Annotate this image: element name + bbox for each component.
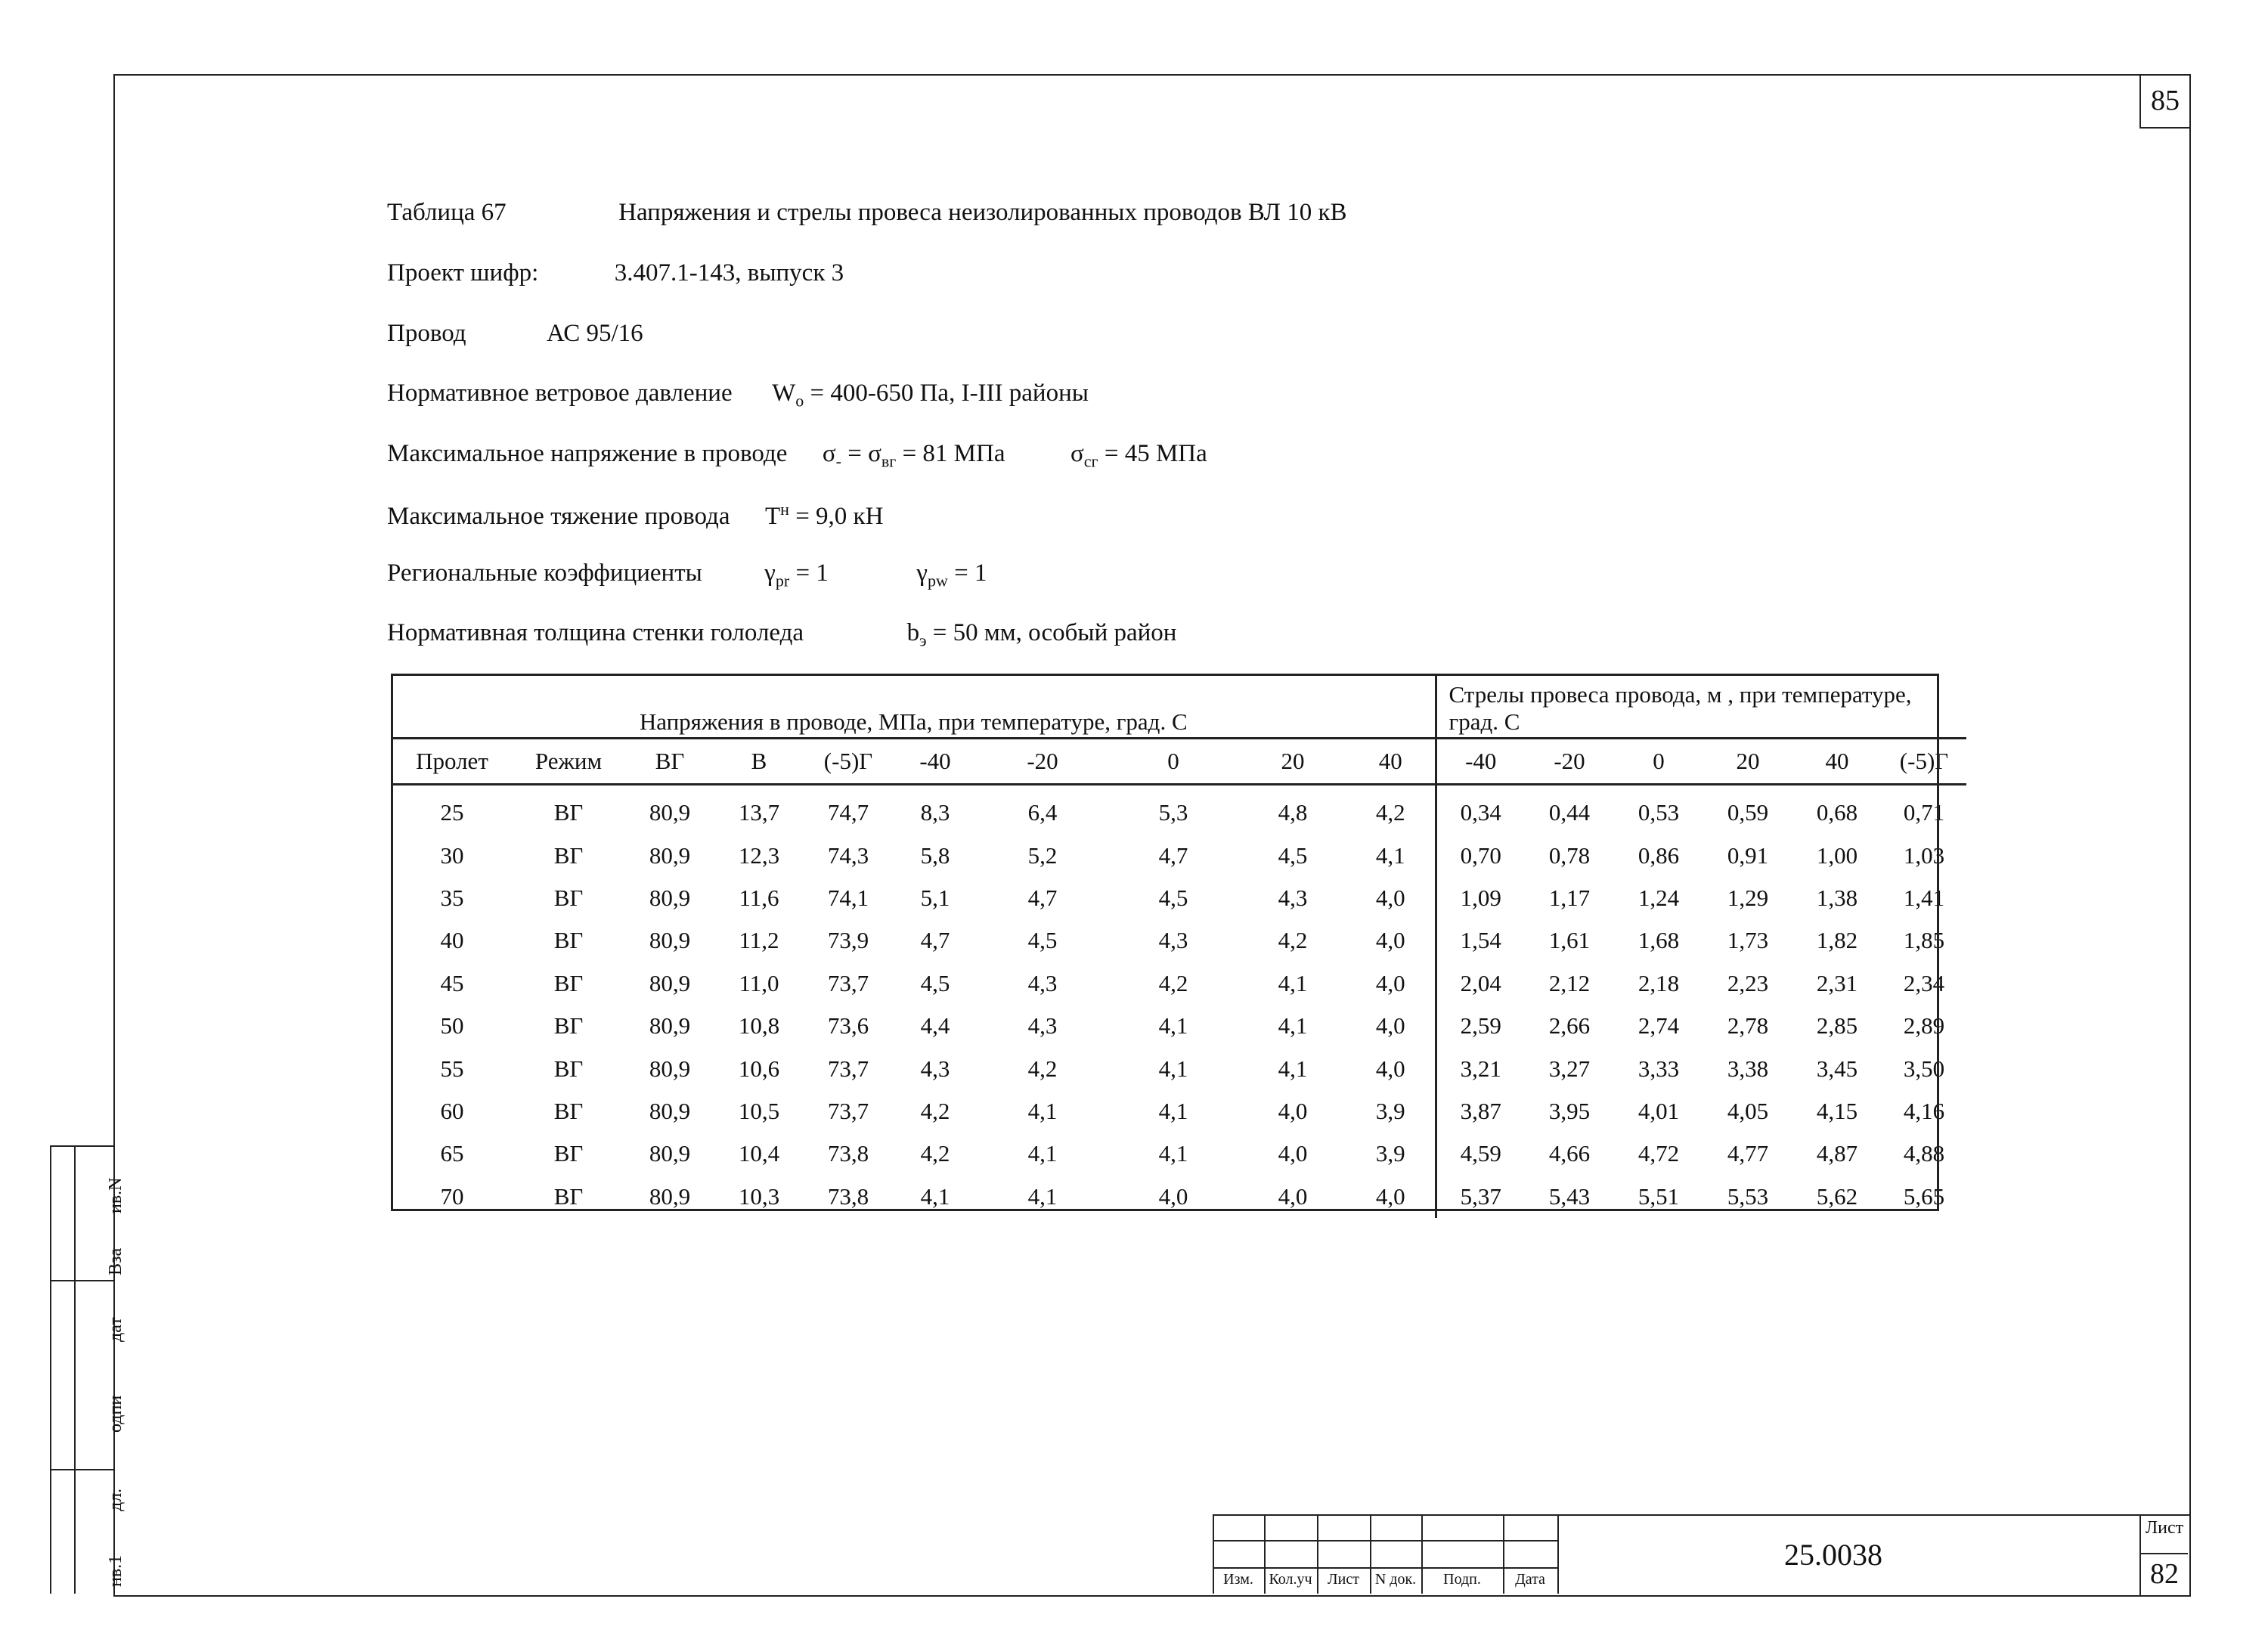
coef1-sub: pr [775,571,790,590]
table-cell: 80,9 [649,927,691,954]
table-cell: 4,4 [920,1012,950,1040]
table-cell: 0,78 [1548,841,1591,869]
wire-value: АС 95/16 [547,320,643,347]
table-cell: 5,1 [920,884,950,911]
table-cell: 5,51 [1637,1182,1680,1210]
table-row [392,1005,1966,1047]
table-row [392,1047,1966,1089]
table-cell: 80,9 [649,1012,691,1040]
table-cell: 1,61 [1548,927,1591,954]
table-cell: 11,2 [739,927,779,954]
table-cell: 4,05 [1727,1097,1769,1124]
table-cell: 4,2 [920,1097,950,1124]
table-cell: 3,87 [1436,1090,1525,1132]
table-cell: 5,53 [1727,1182,1769,1210]
project-value: 3.407.1-143, выпуск 3 [614,259,844,287]
table-cell: 1,17 [1548,884,1591,911]
binding-label: дл. [106,1488,125,1511]
ice-sub: э [919,631,927,650]
table-cell: 45 [440,969,464,996]
table-cell: 2,78 [1727,1012,1769,1040]
table-cell: 3,9 [1375,1140,1405,1167]
table-cell: 1,38 [1816,884,1858,911]
table-cell: 5,62 [1816,1182,1858,1210]
wind-value: = 400-650 Па, I-III районы [804,380,1089,407]
table-cell: 4,1 [1027,1097,1058,1124]
table-cell: 1,73 [1727,927,1769,954]
coef-line [387,559,987,591]
table-cell: 25 [440,799,464,826]
table-cell: 4,1 [1158,1055,1188,1082]
table-cell: 5,8 [920,841,950,869]
ice-value: = 50 мм, особый район [926,619,1177,646]
column-header: 0 [1614,739,1703,785]
wind-subscript: o [795,391,804,411]
table-cell: 4,1 [920,1182,950,1210]
table-cell: 5,43 [1548,1182,1591,1210]
table-cell: 10,6 [738,1055,780,1082]
table-cell: 80,9 [649,841,691,869]
stress-symbol: σ [822,440,836,467]
table-cell: 0,70 [1436,834,1525,876]
table-cell: 73,7 [827,1097,869,1124]
data-table [392,675,1966,1218]
table-cell: 4,0 [1375,1055,1405,1082]
sheet-label: Лист [2145,1518,2184,1538]
table-cell: 1,54 [1436,919,1525,962]
table-cell: 10,8 [738,1012,780,1040]
table-cell: 4,2 [1027,1055,1058,1082]
table-cell: 4,1 [1027,1182,1058,1210]
table-cell: 80,9 [649,1097,691,1124]
table-cell: 2,23 [1727,969,1769,996]
stress-sub2: вг [881,451,897,471]
table-cell: ВГ [553,1140,584,1167]
table-cell: 2,18 [1637,969,1680,996]
table-cell: 1,29 [1727,884,1769,911]
table-label: Таблица 67 [387,199,507,226]
table-cell: 4,2 [1158,969,1188,996]
table-cell: 5,37 [1436,1176,1525,1218]
table-cell: 4,3 [1278,884,1308,911]
column-header: Пролет [392,739,512,785]
table-cell: 4,2 [920,1140,950,1167]
table-heading [387,199,1347,227]
coef2-sub: pw [927,571,948,590]
table-cell: 4,59 [1436,1132,1525,1175]
coef1-symbol: γ [764,559,776,587]
binding-label: дат [106,1317,125,1342]
column-header: -40 [893,739,978,785]
table-row [392,1176,1966,1218]
tb-label-podp: Подп. [1443,1571,1481,1588]
table-cell: ВГ [553,841,584,869]
column-header: ВГ [625,739,714,785]
table-cell: 5,65 [1903,1182,1945,1210]
stress-line [387,440,1207,472]
table-cell: 2,31 [1816,969,1858,996]
table-cell: 4,0 [1278,1140,1308,1167]
binding-line [74,1145,76,1594]
table-cell: 0,44 [1548,799,1591,826]
table-title: Напряжения и стрелы провеса неизолированных проводов ВЛ 10 кВ [618,199,1347,226]
stress-label: Максимальное напряжение в проводе [387,440,788,467]
tb-label-data: Дата [1515,1571,1545,1588]
table-cell: 4,16 [1903,1097,1945,1124]
table-cell: ВГ [553,1055,584,1082]
table-cell: 2,04 [1436,962,1525,1005]
wire-line [387,320,643,348]
wire-label: Провод [387,320,466,347]
tension-line [387,500,883,531]
table-cell: 3,21 [1436,1047,1525,1089]
table-cell: 5,3 [1158,799,1188,826]
table-cell: 80,9 [649,799,691,826]
wind-line [387,380,1089,411]
binding-line [50,1280,113,1281]
table-cell: 1,00 [1816,841,1858,869]
table-cell: 4,0 [1375,884,1405,911]
tb-label-ndok: N док. [1374,1571,1417,1588]
column-header: В [714,739,804,785]
table-cell: 4,0 [1375,927,1405,954]
table-cell: ВГ [553,969,584,996]
binding-label: одпи [106,1395,125,1433]
table-cell: 4,2 [1375,799,1405,826]
table-cell: 4,5 [920,969,950,996]
column-header: (-5)Г [804,739,893,785]
table-cell: 0,86 [1637,841,1680,869]
table-cell: 4,0 [1278,1182,1308,1210]
table-cell: 4,1 [1278,1012,1308,1040]
table-cell: 4,0 [1375,969,1405,996]
stress-sub3: сг [1083,451,1098,471]
table-cell: 3,95 [1548,1097,1591,1124]
table-cell: 65 [440,1140,464,1167]
table-cell: 4,87 [1816,1140,1858,1167]
wind-label: Нормативное ветровое давление [387,380,733,407]
table-cell: 4,3 [1027,969,1058,996]
table-row [392,962,1966,1005]
table-cell: 4,2 [1278,927,1308,954]
table-cell: 4,1 [1278,1055,1308,1082]
table-cell: 4,0 [1278,1097,1308,1124]
tension-value: = 9,0 кН [789,503,884,530]
table-cell: 73,9 [827,927,869,954]
binding-line [50,1469,113,1470]
table-cell: 4,77 [1727,1140,1769,1167]
ice-symbol: b [906,619,920,646]
table-cell: 1,09 [1436,877,1525,919]
tb-label-list: Лист [1328,1571,1359,1588]
table-cell: 2,74 [1637,1012,1680,1040]
table-cell: 4,0 [1375,1012,1405,1040]
table-cell: 4,5 [1027,927,1058,954]
stress-value1: = 81 МПа [896,440,1005,467]
table-cell: 3,27 [1548,1055,1591,1082]
table-row [392,877,1966,919]
table-cell: 4,1 [1027,1140,1058,1167]
column-header: Режим [512,739,625,785]
table-cell: 4,3 [1027,1012,1058,1040]
column-header: -20 [1525,739,1614,785]
table-cell: 74,1 [827,884,869,911]
coef2-value: = 1 [947,559,987,587]
coef1-value: = 1 [789,559,829,587]
table-cell: 4,66 [1548,1140,1591,1167]
table-cell: 1,85 [1903,927,1945,954]
table-cell: 0,34 [1436,785,1525,835]
table-cell: 4,0 [1375,1182,1405,1210]
table-cell: 40 [440,927,464,954]
column-header: -40 [1436,739,1525,785]
wind-symbol: W [772,380,796,407]
table-cell: 74,7 [827,799,869,826]
table-cell: 70 [440,1182,464,1210]
table-cell: 50 [440,1012,464,1040]
table-cell: 4,5 [1278,841,1308,869]
table-cell: 10,5 [738,1097,780,1124]
table-cell: 11,0 [739,969,779,996]
tension-label: Максимальное тяжение провода [387,503,730,530]
table-cell: 4,3 [920,1055,950,1082]
table-body [392,785,1966,1218]
table-cell: 8,3 [920,799,950,826]
table-cell: 4,1 [1158,1012,1188,1040]
page-number: 85 [2139,74,2189,129]
table-cell: 74,3 [827,841,869,869]
project-label: Проект шифр: [387,259,539,287]
table-cell: 4,1 [1375,841,1405,869]
table-cell: 3,45 [1816,1055,1858,1082]
table-row [392,1132,1966,1175]
table-cell: 4,0 [1158,1182,1188,1210]
table-cell: 3,38 [1727,1055,1769,1082]
table-cell: 13,7 [738,799,780,826]
table-cell: 73,7 [827,969,869,996]
table-cell: 11,6 [739,884,779,911]
stress-value2: = 45 МПа [1098,440,1207,467]
table-cell: 4,5 [1158,884,1188,911]
table-cell: 35 [440,884,464,911]
table-cell: 4,01 [1637,1097,1680,1124]
table-cell: ВГ [553,927,584,954]
binding-label: нв.1 [106,1554,125,1587]
table-cell: 4,7 [1027,884,1058,911]
table-row [392,834,1966,876]
ice-line [387,619,1176,651]
table-cell: 73,8 [827,1140,869,1167]
table-cell: 3,33 [1637,1055,1680,1082]
tb-label-kol: Кол.уч [1269,1571,1312,1588]
binding-label: ив.N [106,1177,125,1213]
table-cell: 1,41 [1903,884,1945,911]
table-cell: 4,7 [920,927,950,954]
table-cell: 4,88 [1903,1140,1945,1167]
group-header-sag: Стрелы провеса провода, м , при температуре, град. С [1436,675,1966,739]
table-cell: 2,59 [1436,1005,1525,1047]
coef-label: Региональные коэффициенты [387,559,702,587]
table-cell: 30 [440,841,464,869]
column-header-row [392,739,1966,785]
table-cell: 10,4 [738,1140,780,1167]
table-cell: 10,3 [738,1182,780,1210]
table-cell: 80,9 [649,1182,691,1210]
table-cell: 5,2 [1027,841,1058,869]
binding-label: Вза [106,1247,125,1275]
table-cell: 1,24 [1637,884,1680,911]
binding-line [50,1145,113,1147]
table-row [392,919,1966,962]
sheet-number: 82 [2141,1553,2188,1591]
table-cell: ВГ [553,1012,584,1040]
table-cell: 0,53 [1637,799,1680,826]
table-cell: 4,1 [1158,1140,1188,1167]
table-cell: 4,15 [1816,1097,1858,1124]
table-cell: 2,85 [1816,1012,1858,1040]
table-cell: 6,4 [1027,799,1058,826]
table-cell: 80,9 [649,1140,691,1167]
table-row [392,785,1966,835]
column-header: 40 [1346,739,1436,785]
table-cell: 2,66 [1548,1012,1591,1040]
table-cell: ВГ [553,1182,584,1210]
column-header: (-5)Г [1882,739,1966,785]
table-cell: 2,34 [1903,969,1945,996]
table-cell: 4,72 [1637,1140,1680,1167]
table-cell: 60 [440,1097,464,1124]
table-cell: 55 [440,1055,464,1082]
table-cell: 0,59 [1727,799,1769,826]
group-header-stress: Напряжения в проводе, МПа, при температуре, град. С [392,675,1436,739]
table-cell: 80,9 [649,1055,691,1082]
binding-strip [50,1145,125,1594]
table-cell: 12,3 [738,841,780,869]
project-line [387,259,844,287]
table-cell: 80,9 [649,969,691,996]
column-header: 20 [1703,739,1792,785]
table-cell: 4,8 [1278,799,1308,826]
table-cell: ВГ [553,1097,584,1124]
table-cell: 4,1 [1278,969,1308,996]
table-cell: 3,9 [1375,1097,1405,1124]
table-cell: 73,8 [827,1182,869,1210]
document-code: 25.0038 [1784,1538,1882,1572]
coef2-symbol: γ [916,559,928,587]
table-cell: 2,89 [1903,1012,1945,1040]
table-cell: 2,12 [1548,969,1591,996]
binding-line [50,1145,51,1594]
table-cell: 4,1 [1158,1097,1188,1124]
stress-symbol3: σ [1070,440,1084,467]
tension-symbol: T [764,503,781,530]
column-header: 40 [1792,739,1882,785]
table-cell: 4,7 [1158,841,1188,869]
tb-label-izm: Изм. [1223,1571,1253,1588]
table-cell: 0,91 [1727,841,1769,869]
stress-sub1: - [835,451,841,471]
table-cell: 80,9 [649,884,691,911]
ice-label: Нормативная толщина стенки гололеда [387,619,804,646]
column-header: 20 [1239,739,1346,785]
table-cell: 3,50 [1903,1055,1945,1082]
table-cell: 73,7 [827,1055,869,1082]
stress-eq: = σ [841,440,881,467]
table-row [392,1090,1966,1132]
column-header: -20 [978,739,1108,785]
column-header: 0 [1108,739,1239,785]
table-cell: 1,03 [1903,841,1945,869]
table-cell: ВГ [553,884,584,911]
table-cell: 1,68 [1637,927,1680,954]
table-cell: 0,68 [1816,799,1858,826]
table-cell: 73,6 [827,1012,869,1040]
tension-sup: н [780,500,789,519]
table-cell: 1,82 [1816,927,1858,954]
table-cell: ВГ [553,799,584,826]
table-cell: 0,71 [1903,799,1945,826]
table-cell: 4,3 [1158,927,1188,954]
